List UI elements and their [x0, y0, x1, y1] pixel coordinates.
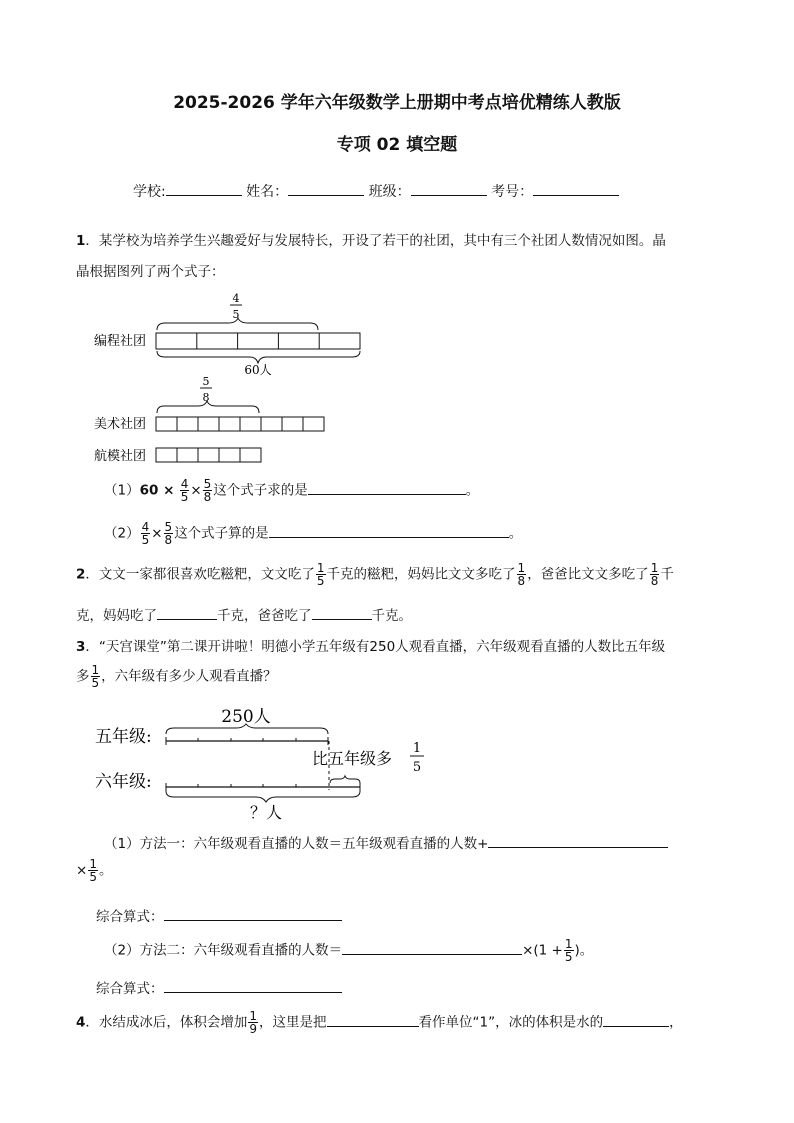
page-title: 2025-2026 学年六年级数学上册期中考点培优精练人教版 — [173, 93, 621, 113]
q3-grade-diagram — [92, 700, 442, 825]
q3-method2: （2）方法二：六年级观看直播的人数＝ ×(1 + $\frac{1}{5}$ )。 — [104, 937, 594, 964]
q1-p2-frac1: $\frac{4}{5}$ — [141, 520, 150, 547]
q1-text-line2: 晶根据图列了两个式子： — [76, 264, 225, 280]
q3-frac: $\frac{1}{5}$ — [91, 663, 100, 690]
grade5-label: 五年级: — [95, 727, 152, 747]
q4-frac: $\frac{1}{9}$ — [249, 1009, 258, 1036]
q3-m1-frac: $\frac{1}{5}$ — [89, 857, 97, 884]
q1-club-diagram — [90, 288, 380, 470]
q2-frac1: $\frac{1}{5}$ — [316, 561, 325, 588]
page-subtitle: 专项 02 填空题 — [336, 135, 458, 155]
class-label: 班级： — [368, 184, 411, 200]
q1-text-line1 — [76, 229, 666, 249]
grade6-unknown: ？人 — [249, 803, 283, 822]
q1-p2-answer-blank[interactable] — [269, 523, 509, 538]
q2-number: 2 — [76, 566, 86, 583]
student-info-row — [133, 181, 619, 201]
q4-number: 4 — [76, 1014, 86, 1031]
q1-part1: （1）60 × $\frac{4}{5}$ × $\frac{5}{8}$ 这个式子求的是 。 — [104, 477, 480, 504]
q2-frac3: $\frac{1}{8}$ — [650, 561, 659, 588]
more-frac-num: 1 — [412, 741, 422, 756]
aviation-bar — [156, 448, 261, 462]
class-field[interactable] — [411, 181, 487, 196]
more-frac-den: 5 — [412, 760, 422, 775]
q3-method1-tail: × $\frac{1}{5}$ 。 — [76, 857, 113, 884]
q3-number: 3 — [76, 639, 86, 655]
q1-p2-label: （2） — [104, 525, 140, 542]
q3-formula2: 综合算式： — [96, 977, 342, 997]
q2-dad-blank[interactable] — [312, 605, 372, 620]
art-frac-num: 5 — [202, 375, 210, 388]
q1-p1-frac2: $\frac{5}{8}$ — [203, 477, 212, 504]
q3-formula2-blank[interactable] — [164, 978, 342, 993]
grade5-brace — [166, 724, 328, 734]
q3-formula1-blank[interactable] — [164, 906, 342, 921]
grade6-brace — [166, 791, 360, 802]
q1-p1-answer-blank[interactable] — [308, 480, 466, 495]
q2-line2: 克，妈妈吃了 千克，爸爸吃了 千克。 — [76, 604, 412, 624]
name-field[interactable] — [288, 181, 364, 196]
q3-formula1: 综合算式： — [96, 905, 342, 925]
club-label-programming: 编程社团 — [94, 334, 147, 349]
q2-line1: 2．文文一家都很喜欢吃糍粑，文文吃了 $\frac{1}{5}$ 千克的糍粑，妈妈比文文多吃了 $\frac{1}{8}$ ，爸爸比文文多吃了 $\frac{1}{8}$ 千 — [76, 561, 674, 588]
art-top-brace — [157, 401, 259, 413]
prog-top-brace — [157, 318, 318, 330]
prog-bottom-brace — [157, 351, 360, 363]
q2-frac2: $\frac{1}{8}$ — [517, 561, 526, 588]
prog-total-label: 60人 — [244, 363, 272, 377]
q1-text-a: ．某学校为培养学生兴趣爱好与发展特长，开设了若干的社团，其中有三个社团人数情况如图。晶 — [85, 233, 666, 249]
extra-brace — [330, 776, 360, 783]
q3-line2: 多 $\frac{1}{5}$ ，六年级有多少人观看直播？ — [76, 663, 277, 690]
exam-number-label: 考号： — [491, 184, 534, 200]
q1-part2: （2） $\frac{4}{5}$ × $\frac{5}{8}$ 这个式子算的是 。 — [104, 520, 523, 547]
q1-p1-frac1: $\frac{4}{5}$ — [180, 477, 189, 504]
q1-p1-label: （1） — [104, 482, 140, 499]
q4-ratio-blank[interactable] — [603, 1012, 669, 1027]
club-label-aviation: 航模社团 — [94, 449, 147, 464]
q4-line: 4．水结成冰后，体积会增加 $\frac{1}{9}$ ，这里是把 看作单位“1”，冰的体积是水的 ， — [76, 1009, 683, 1036]
name-label: 姓名： — [246, 184, 289, 200]
q1-p2-frac2: $\frac{5}{8}$ — [164, 520, 173, 547]
q2-mom-blank[interactable] — [157, 605, 217, 620]
q1-number: 1 — [76, 233, 86, 249]
grade5-total: 250人 — [221, 707, 271, 727]
q3-method1: （1）方法一：六年级观看直播的人数＝五年级观看直播的人数+ — [104, 832, 668, 852]
programming-bar — [156, 333, 360, 349]
grade6-label: 六年级: — [95, 772, 152, 792]
q4-unit-blank[interactable] — [327, 1012, 419, 1027]
q3-line1: 3．“天宫课堂”第二课开讲啦！明德小学五年级有250人观看直播，六年级观看直播的人数比五年级 — [76, 639, 666, 655]
q3-m2-blank[interactable] — [342, 940, 522, 955]
q3-m2-frac: $\frac{1}{5}$ — [564, 937, 573, 964]
club-label-art: 美术社团 — [94, 417, 147, 432]
prog-frac-den: 5 — [232, 308, 240, 321]
exam-number-field[interactable] — [533, 181, 619, 196]
more-label: 比五年级多 — [312, 749, 393, 768]
q3-m1-blank[interactable] — [488, 833, 668, 848]
school-label: 学校: — [133, 184, 166, 200]
q1-p1-expr: 60 × — [139, 482, 175, 499]
school-field[interactable] — [166, 181, 242, 196]
prog-frac-num: 4 — [232, 292, 240, 305]
art-frac-den: 8 — [202, 391, 210, 404]
